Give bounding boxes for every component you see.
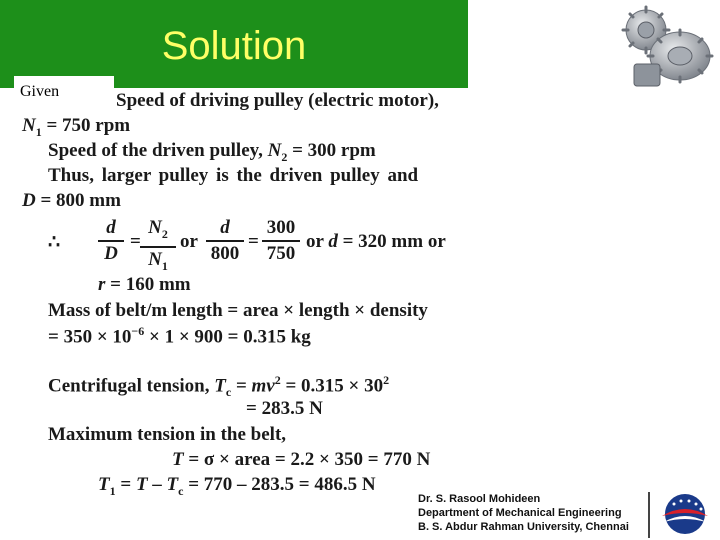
line-centrifugal-tension: Centrifugal tension, $T_c = mv^2 = 0.315 \times 30^2$	[48, 373, 390, 400]
given-label: Given	[20, 83, 60, 100]
line-n1: $N_1 = 750$ rpm	[22, 115, 131, 139]
line-centrifugal-result: = 283.5 N	[246, 398, 323, 419]
university-logo-icon	[654, 492, 716, 536]
slide-title: Solution	[161, 24, 307, 68]
footer-department: Department of Mechanical Engineering	[418, 507, 622, 519]
line-max-tension: T = σ × area = 2.2 × 350 = 770 N	[172, 449, 431, 470]
therefore-symbol: ∴	[48, 232, 61, 253]
line-diameter: D = 800 mm	[22, 190, 121, 211]
footer-author: Dr. S. Rasool Mohideen	[418, 493, 541, 505]
equals-1: =	[130, 231, 141, 252]
line-larger-pulley: Thus, larger pulley is the driven pulley and	[48, 165, 419, 186]
footer-credits	[418, 492, 629, 534]
line-driven-speed: Speed of the driven pulley, $N_2 = 300$ rpm	[48, 140, 376, 164]
line-radius: r = 160 mm	[98, 274, 191, 295]
or-1: or	[180, 231, 198, 252]
fraction-d-over-D: $\frac{d}{D}$	[98, 216, 124, 266]
line-t1: $T_1 = T - T_c = 770 - 283.5 = 486.5$ N	[98, 474, 376, 498]
footer-divider	[648, 492, 650, 538]
d-result: or d = 320 mm or	[306, 231, 446, 252]
line-driving-speed: Speed of driving pulley (electric motor),	[116, 90, 439, 111]
line-mass-formula: Mass of belt/m length = area × length × density	[48, 300, 428, 321]
line-max-tension-label: Maximum tension in the belt,	[48, 424, 287, 445]
bevel-gears-icon	[614, 4, 716, 96]
fraction-d-over-800: $\frac{d}{800}$	[206, 216, 244, 266]
line-mass-value: = $350 \times 10^{-6} \times 1 \times 900 = 0.315$ kg	[48, 324, 311, 348]
fraction-n2-over-n1: $\frac{N_2}{N_1}$	[140, 216, 176, 278]
fraction-300-over-750: $\frac{300}{750}$	[262, 216, 300, 266]
footer-university: B. S. Abdur Rahman University, Chennai	[418, 521, 629, 533]
equals-2: =	[248, 231, 259, 252]
